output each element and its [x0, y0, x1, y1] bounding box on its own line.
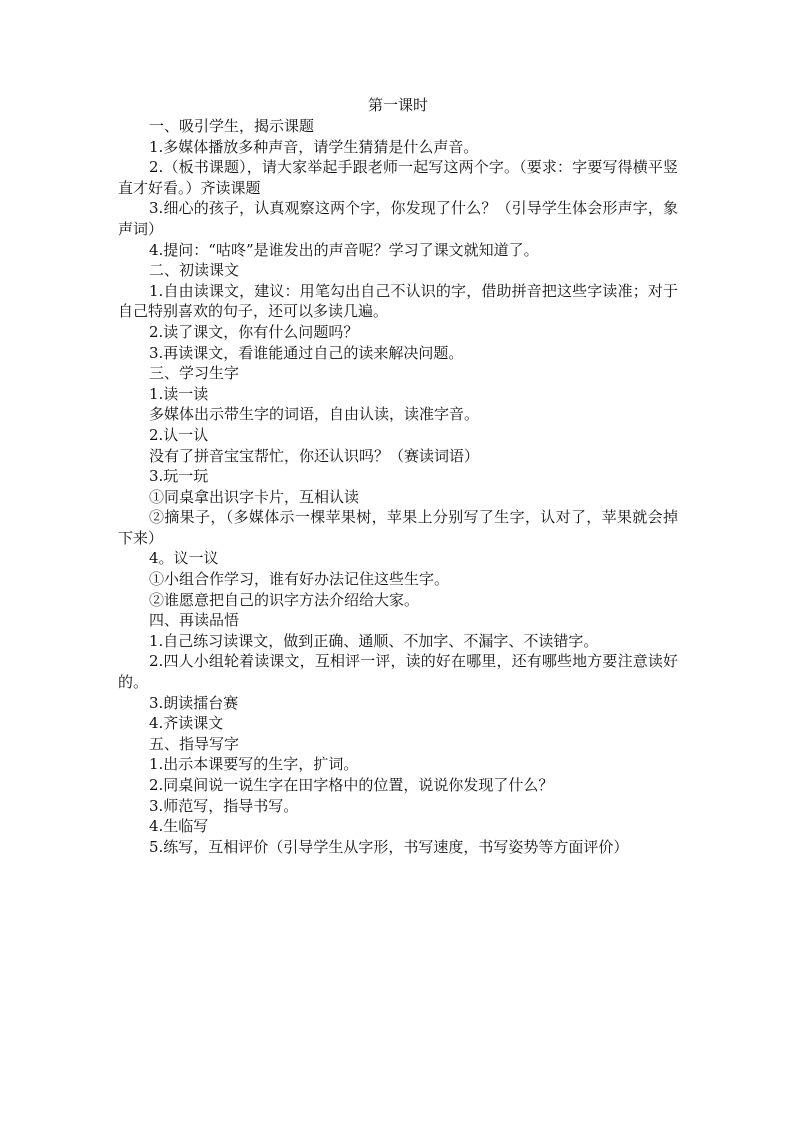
paragraph-line: ②摘果子，（多媒体示一棵苹果树，苹果上分别写了生字，认对了，苹果就会掉下来）: [118, 508, 678, 547]
paragraph-line: 1.读一读: [149, 384, 209, 403]
paragraph-line: 4。议一议: [149, 549, 219, 568]
section-heading-3: 三、学习生字: [149, 364, 240, 383]
paragraph-line: ②谁愿意把自己的识字方法介绍给大家。: [149, 590, 420, 609]
paragraph-line: 1.自己练习读课文，做到正确、通顺、不加字、不漏字、不读错字。: [149, 631, 599, 650]
paragraph-line: 2.（板书课题），请大家举起手跟老师一起写这两个字。（要求：字要写得横平竖直才好看。）齐读课题: [118, 158, 678, 197]
paragraph-line: 4.齐读课文: [149, 714, 224, 733]
paragraph-line: ①同桌拿出识字卡片，互相认读: [149, 487, 360, 506]
paragraph-line: 1.出示本课要写的生字，扩词。: [149, 755, 359, 774]
paragraph-line: 3.再读课文，看谁能通过自己的读来解决问题。: [149, 343, 464, 362]
paragraph-line: 没有了拼音宝宝帮忙，你还认识吗？（赛读词语）: [149, 446, 480, 465]
paragraph-line: 3.朗读擂台赛: [149, 693, 239, 712]
paragraph-line: 4.生临写: [149, 817, 209, 836]
section-heading-5: 五、指导写字: [149, 734, 240, 753]
section-heading-1: 一、吸引学生，揭示课题: [149, 117, 315, 135]
paragraph-line: 1.自由读课文，建议：用笔勾出自己不认识的字，借助拼音把这些字读准；对于自己特别喜欢的句子，还可以多读几遍。: [118, 281, 678, 321]
lesson-title: 第一课时: [367, 96, 428, 114]
paragraph-line: 2.认一认: [149, 425, 209, 444]
paragraph-line: 3.玩一玩: [149, 467, 209, 486]
paragraph-line: 3.师范写，指导书写。: [149, 796, 299, 815]
paragraph-line: 2.读了课文，你有什么问题吗？: [149, 322, 359, 341]
paragraph-line: 3.细心的孩子，认真观察这两个字，你发现了什么？（引导学生体会形声字，象声词）: [118, 199, 678, 238]
paragraph-line: 2.同桌间说一说生字在田字格中的位置，说说你发现了什么？: [149, 776, 554, 794]
section-heading-2: 二、初读课文: [149, 261, 240, 280]
section-heading-4: 四、再读品悟: [149, 611, 240, 630]
paragraph-line: 2.四人小组轮着读课文，互相评一评，读的好在哪里，还有哪些地方要注意读好的。: [118, 652, 678, 692]
paragraph-line: 4.提问：“咕咚”是谁发出的声音呢？学习了课文就知道了。: [149, 240, 539, 259]
paragraph-line: 多媒体出示带生字的词语，自由认读，读准字音。: [149, 405, 480, 424]
paragraph-line: 5.练写，互相评价（引导学生从字形，书写速度，书写姿势等方面评价）: [149, 837, 629, 856]
document-page: [118, 95, 678, 857]
paragraph-line: 1.多媒体播放多种声音，请学生猜猜是什么声音。: [149, 137, 479, 156]
paragraph-line: ①小组合作学习，谁有好办法记住这些生字。: [149, 570, 450, 589]
